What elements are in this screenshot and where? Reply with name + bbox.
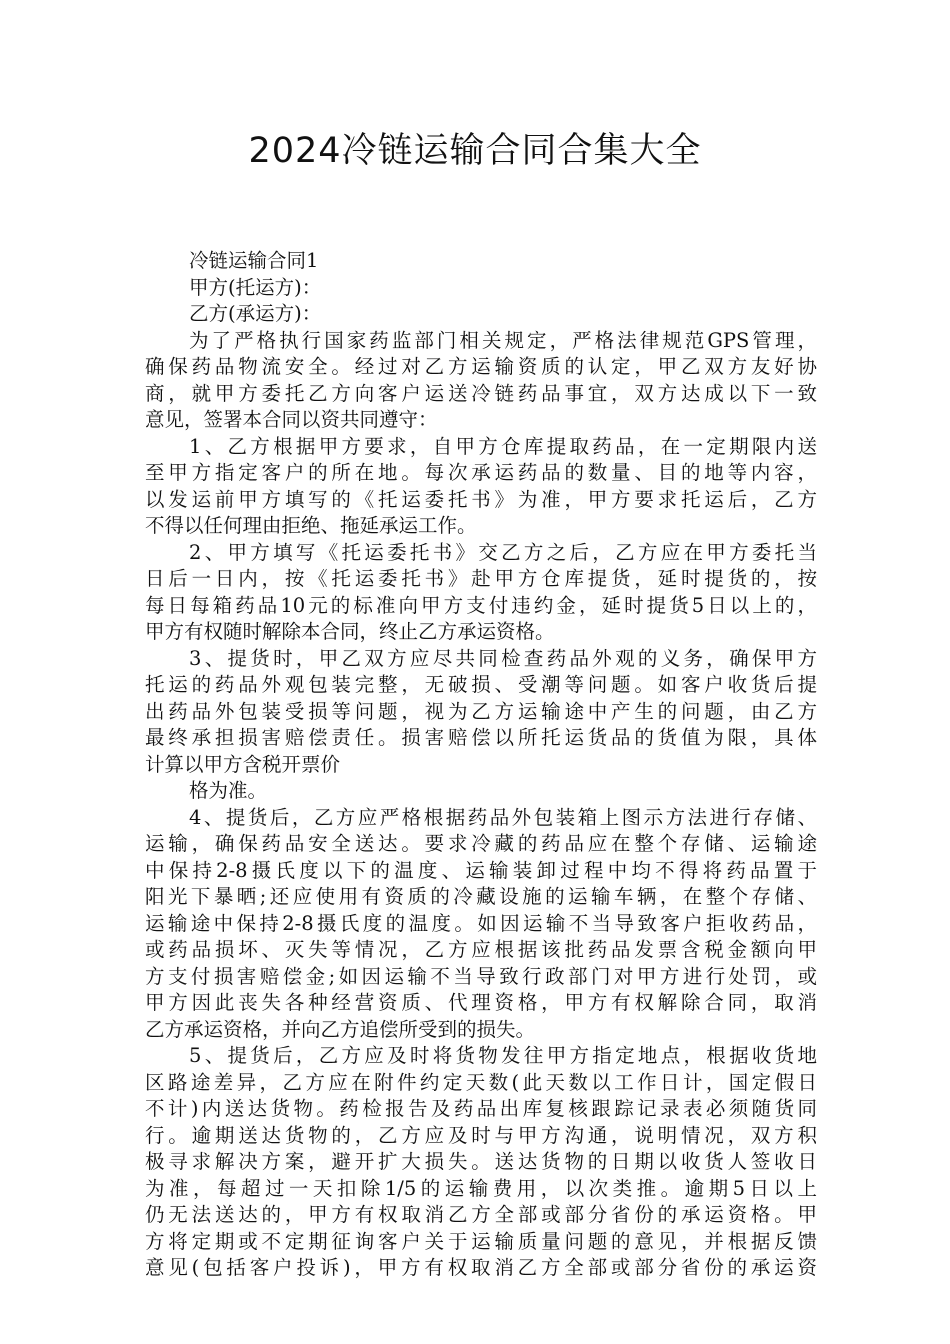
text-line: 方支付损害赔偿金;如因运输不当导致行政部门对甲方进行处罚，或 (145, 964, 817, 988)
text-line: 商，就甲方委托乙方向客户运送冷链药品事宜，双方达成以下一致 (145, 381, 817, 405)
text-line: 1、乙方根据甲方要求，自甲方仓库提取药品，在一定期限内送 (189, 434, 817, 458)
text-line: 甲方(托运方)： (189, 275, 322, 299)
text-line: 运输途中保持2-8摄氏度的温度。如因运输不当导致客户拒收药品， (145, 911, 817, 935)
text-line: 4、提货后，乙方应严格根据药品外包装箱上图示方法进行存储、 (189, 805, 817, 829)
text-line: 运输，确保药品安全送达。要求冷藏的药品应在整个存储、运输途 (145, 832, 817, 855)
contract-body (145, 248, 817, 1282)
text-line: 甲方有权随时解除本合同，终止乙方承运资格。 (145, 620, 555, 643)
text-line: 区路途差异，乙方应在附件约定天数(此天数以工作日计，国定假日 (145, 1070, 817, 1094)
text-line: 不得以任何理由拒绝、拖延承运工作。 (145, 514, 477, 537)
text-line: 仍无法送达的，甲方有权取消乙方全部或部分省份的承运资格。甲 (145, 1203, 817, 1226)
text-line: 或药品损坏、灭失等情况，乙方应根据该批药品发票含税金额向甲 (145, 938, 817, 961)
text-line: 格为准。 (189, 779, 268, 802)
text-line: 出药品外包装受损等问题，视为乙方运输途中产生的问题，由乙方 (145, 699, 817, 723)
text-line: 行。逾期送达货物的，乙方应及时与甲方沟通，说明情况，双方积 (145, 1123, 817, 1147)
text-line: 冷链运输合同1 (189, 249, 319, 272)
text-line: 每日每箱药品10元的标准向甲方支付违约金，延时提货5日以上的， (145, 593, 817, 617)
text-line: 方将定期或不定期征询客户关于运输质量问题的意见，并根据反馈 (145, 1229, 817, 1253)
text-line: 甲方因此丧失各种经营资质、代理资格，甲方有权解除合同，取消 (145, 991, 817, 1014)
text-line: 不计)内送达货物。药检报告及药品出库复核跟踪记录表必须随货同 (145, 1097, 817, 1120)
text-line: 乙方承运资格，并向乙方追偿所受到的损失。 (145, 1017, 536, 1041)
text-line: 日后一日内，按《托运委托书》赴甲方仓库提货，延时提货的，按 (145, 567, 817, 590)
text-line: 计算以甲方含税开票价 (145, 752, 341, 776)
text-line: 5、提货后，乙方应及时将货物发往甲方指定地点，根据收货地 (189, 1044, 817, 1067)
text-line: 为准，每超过一天扣除1/5的运输费用，以次类推。逾期5日以上 (145, 1176, 817, 1200)
text-line: 极寻求解决方案，避开扩大损失。送达货物的日期以收货人签收日 (145, 1150, 817, 1173)
text-line: 至甲方指定客户的所在地。每次承运药品的数量、目的地等内容， (145, 461, 817, 484)
text-line: 以发运前甲方填写的《托运委托书》为准，甲方要求托运后，乙方 (145, 487, 817, 511)
text-line: 最终承担损害赔偿责任。损害赔偿以所托运货品的货值为限，具体 (145, 726, 817, 749)
text-line: 2、甲方填写《托运委托书》交乙方之后，乙方应在甲方委托当 (189, 540, 817, 564)
document-title: 2024冷链运输合同合集大全 (248, 131, 702, 171)
text-line: 托运的药品外观包装完整，无破损、受潮等问题。如客户收货后提 (145, 673, 817, 696)
text-line: 乙方(承运方)： (189, 302, 322, 325)
text-line: 中保持2-8摄氏度以下的温度、运输装卸过程中均不得将药品置于 (145, 858, 817, 882)
text-line: 3、提货时，甲乙双方应尽共同检查药品外观的义务，确保甲方 (189, 646, 817, 670)
text-line: 确保药品物流安全。经过对乙方运输资质的认定，甲乙双方友好协 (145, 355, 817, 378)
text-line: 意见，签署本合同以资共同遵守： (145, 408, 438, 431)
text-line: 为了严格执行国家药监部门相关规定，严格法律规范GPS管理， (189, 328, 817, 352)
text-line: 意见(包括客户投诉)，甲方有权取消乙方全部或部分省份的承运资 (145, 1256, 817, 1279)
text-line: 阳光下暴晒;还应使用有资质的冷藏设施的运输车辆，在整个存储、 (145, 885, 817, 908)
